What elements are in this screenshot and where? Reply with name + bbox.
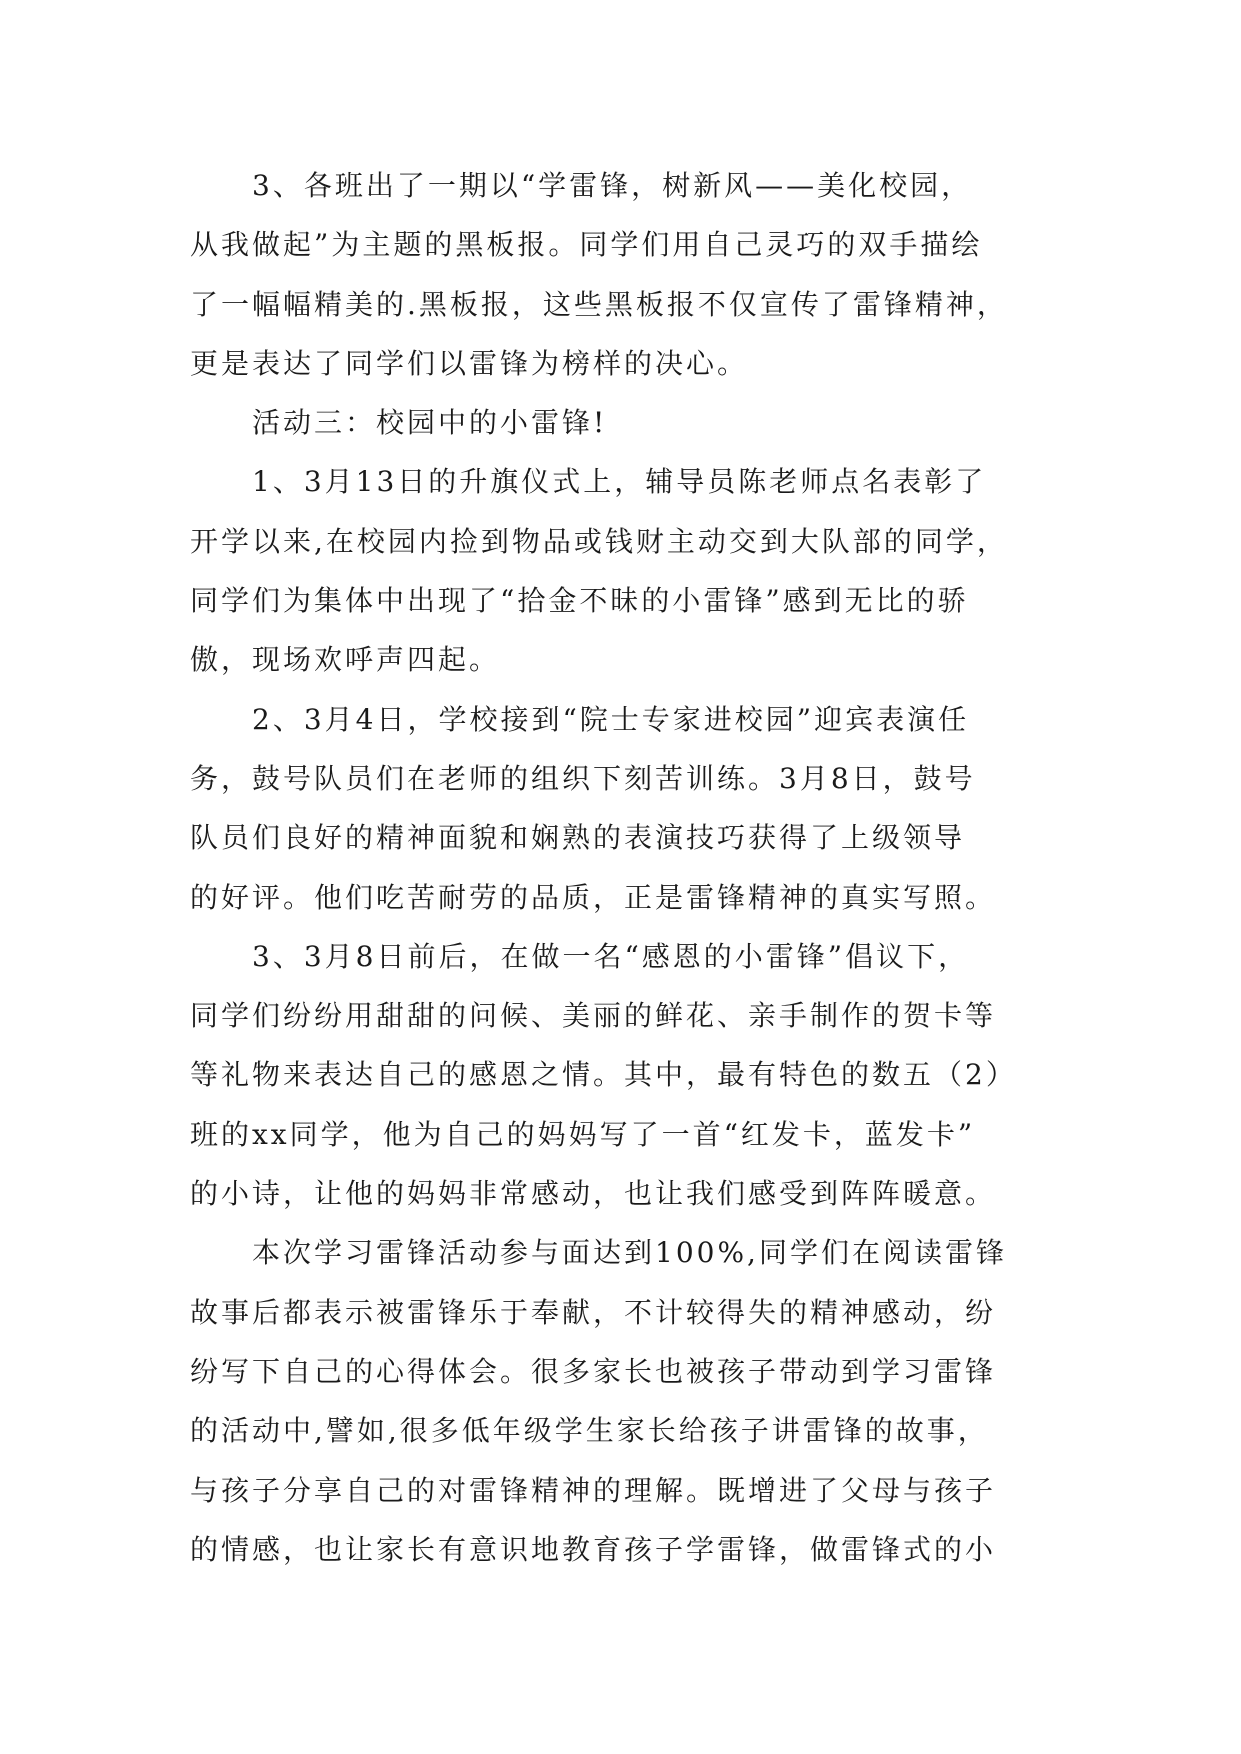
text-line: 的活动中,譬如,很多低年级学生家长给孩子讲雷锋的故事， (190, 1414, 989, 1448)
text-line: 与孩子分享自己的对雷锋精神的理解。既增进了父母与孩子 (190, 1473, 997, 1507)
text-line: 本次学习雷锋活动参与面达到100%,同学们在阅读雷锋 (252, 1236, 1007, 1270)
text-line: 的小诗，让他的妈妈非常感动，也让我们感受到阵阵暖意。 (190, 1177, 997, 1211)
text-line: 队员们良好的精神面貌和娴熟的表演技巧获得了上级领导 (190, 821, 966, 855)
text-line: 3、3月8日前后，在做一名“感恩的小雷锋”倡议下， (252, 939, 970, 973)
text-line: 1、3月13日的升旗仪式上，辅导员陈老师点名表彰了 (252, 465, 987, 499)
body-text (190, 156, 1050, 1579)
text-line: 务，鼓号队员们在老师的组织下刻苦训练。3月8日，鼓号 (190, 761, 976, 795)
text-line: 班的xx同学，他为自己的妈妈写了一首“红发卡，蓝发卡” (190, 1117, 976, 1151)
text-line: 更是表达了同学们以雷锋为榜样的决心。 (190, 346, 749, 380)
text-line: 傲，现场欢呼声四起。 (190, 643, 501, 677)
text-line: 同学们纷纷用甜甜的问候、美丽的鲜花、亲手制作的贺卡等 (190, 999, 997, 1033)
text-line: 开学以来,在校园内捡到物品或钱财主动交到大队部的同学， (190, 524, 1008, 558)
text-line: 故事后都表示被雷锋乐于奉献，不计较得失的精神感动，纷 (190, 1295, 997, 1329)
text-line: 了一幅幅精美的.黑板报，这些黑板报不仅宣传了雷锋精神， (190, 287, 1008, 321)
text-line: 的情感，也让家长有意识地教育孩子学雷锋，做雷锋式的小 (190, 1532, 997, 1566)
text-line: 从我做起”为主题的黑板报。同学们用自己灵巧的双手描绘 (190, 228, 983, 262)
text-line: 同学们为集体中出现了“拾金不昧的小雷锋”感到无比的骄 (190, 584, 969, 618)
text-line: 纷写下自己的心得体会。很多家长也被孩子带动到学习雷锋 (190, 1354, 997, 1388)
text-line: 等礼物来表达自己的感恩之情。其中，最有特色的数五（2） (190, 1058, 1017, 1092)
text-line: 活动三：校园中的小雷锋! (252, 406, 608, 440)
text-line: 的好评。他们吃苦耐劳的品质，正是雷锋精神的真实写照。 (190, 880, 997, 914)
text-line: 3、各班出了一期以“学雷锋，树新风——美化校园， (252, 169, 973, 202)
text-line: 2、3月4日，学校接到“院士专家进校园”迎宾表演任 (252, 702, 970, 736)
